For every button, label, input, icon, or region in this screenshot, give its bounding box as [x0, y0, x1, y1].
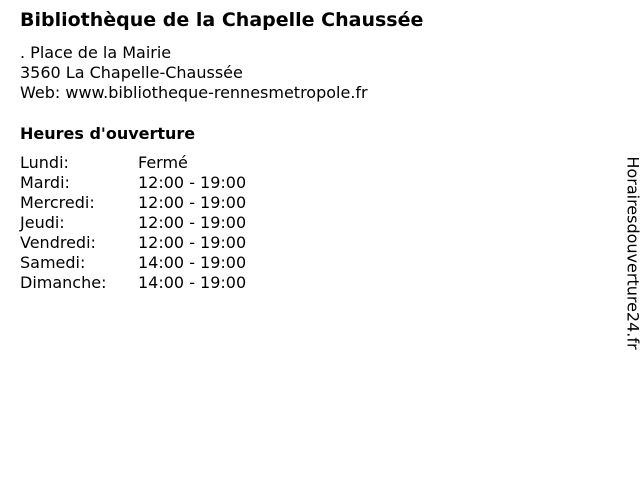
hours-row-tuesday [20, 173, 246, 193]
time-value: 12:00 - 19:00 [138, 233, 247, 252]
hours-title: Heures d'ouverture [20, 124, 196, 143]
time-value: 12:00 - 19:00 [138, 213, 247, 232]
day-label: Dimanche: [20, 273, 107, 292]
hours-row-monday [20, 153, 246, 173]
day-label: Vendredi: [20, 233, 96, 252]
hours-row-sunday [20, 273, 246, 293]
side-watermark: Horairesdouverture24.fr [623, 156, 643, 350]
hours-row-friday [20, 233, 246, 253]
day-label: Mercredi: [20, 193, 95, 212]
hours-row-saturday [20, 253, 246, 273]
day-label: Lundi: [20, 153, 69, 172]
address-block [20, 43, 368, 103]
day-label: Jeudi: [20, 213, 65, 232]
page-title: Bibliothèque de la Chapelle Chaussée [20, 9, 424, 31]
time-value: 12:00 - 19:00 [138, 193, 247, 212]
address-website: Web: www.bibliotheque-rennesmetropole.fr [20, 83, 368, 102]
time-value: 12:00 - 19:00 [138, 173, 247, 192]
time-value: Fermé [138, 153, 188, 172]
hours-row-wednesday [20, 193, 246, 213]
day-label: Mardi: [20, 173, 70, 192]
time-value: 14:00 - 19:00 [138, 273, 247, 292]
hours-table [20, 153, 246, 293]
hours-row-thursday [20, 213, 246, 233]
day-label: Samedi: [20, 253, 86, 272]
address-city: 3560 La Chapelle-Chaussée [20, 63, 243, 82]
address-street: . Place de la Mairie [20, 43, 172, 62]
time-value: 14:00 - 19:00 [138, 253, 247, 272]
